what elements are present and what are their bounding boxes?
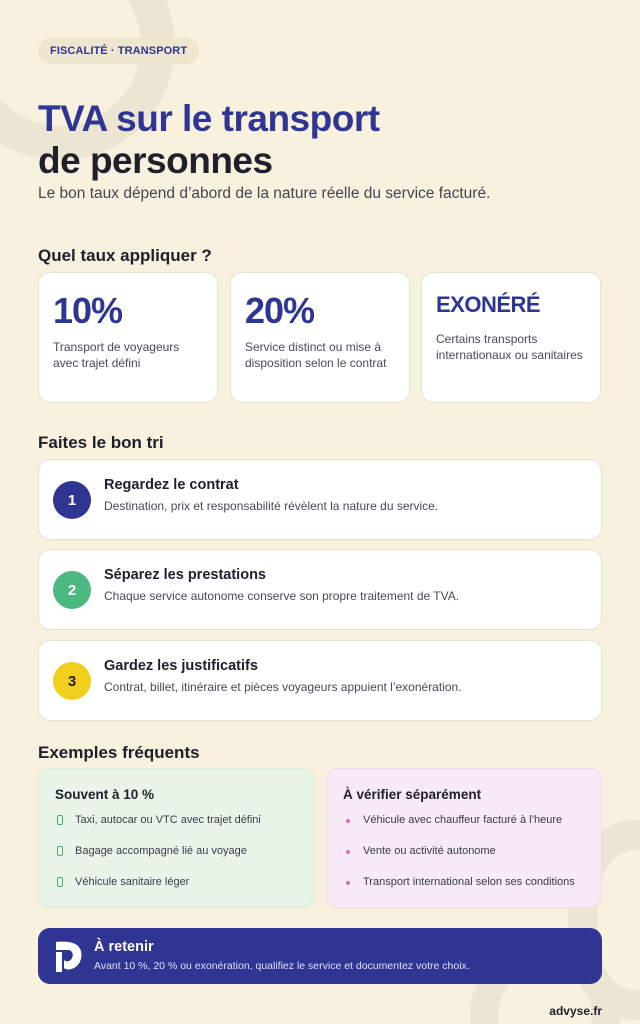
rate-value: 10% xyxy=(53,290,123,331)
examples-card-10-percent xyxy=(38,768,314,908)
title-line-1: TVA sur le transport xyxy=(38,98,380,139)
rate-value: 20% xyxy=(245,290,315,331)
list-item xyxy=(343,845,585,858)
takeaway-text: Avant 10 %, 20 % ou exonération, qualifiez le service et documentez votre choix. xyxy=(94,960,470,972)
list-item-text: Transport international selon ses conditions xyxy=(363,876,575,888)
steps-heading: Faites le bon tri xyxy=(38,433,164,452)
list-item xyxy=(343,814,585,827)
step-title: Regardez le contrat xyxy=(104,477,239,493)
advyse-logo-icon xyxy=(52,938,86,974)
examples-card-verify xyxy=(326,768,602,908)
bullet-dot-icon xyxy=(346,819,350,823)
step-number-badge: 3 xyxy=(53,662,91,700)
step-title: Gardez les justificatifs xyxy=(104,658,258,674)
list-item xyxy=(343,876,585,889)
step-description: Destination, prix et responsabilité révèlent la nature du service. xyxy=(104,499,439,513)
rate-description: Certains transports internationaux ou sanitaires xyxy=(436,332,583,362)
bullet-dot-icon xyxy=(346,881,350,885)
title-line-2: de personnes xyxy=(38,140,273,181)
list-item-text: Véhicule avec chauffeur facturé à l’heure xyxy=(363,814,563,826)
footer-site-link[interactable]: advyse.fr xyxy=(549,1004,602,1018)
step-number-badge: 2 xyxy=(53,571,91,609)
key-takeaway-banner xyxy=(38,928,602,984)
step-card-2 xyxy=(38,549,602,630)
check-icon xyxy=(57,877,63,887)
step-description: Contrat, billet, itinéraire et pièces voyageurs appuient l’exonération. xyxy=(104,680,462,694)
examples-list xyxy=(343,814,585,889)
step-card-1 xyxy=(38,459,602,540)
step-card-3 xyxy=(38,640,602,721)
list-item-text: Vente ou activité autonome xyxy=(363,845,496,857)
rates-heading: Quel taux appliquer ? xyxy=(38,246,212,265)
examples-list xyxy=(55,814,297,889)
check-icon xyxy=(57,815,63,825)
list-item xyxy=(55,876,297,889)
step-description: Chaque service autonome conserve son propre traitement de TVA. xyxy=(104,589,460,603)
step-number-badge: 1 xyxy=(53,481,91,519)
page-subtitle: Le bon taux dépend d’abord de la nature réelle du service facturé. xyxy=(38,185,491,202)
rate-description: Service distinct ou mise à disposition selon le contrat xyxy=(245,340,387,370)
examples-card-title: À vérifier séparément xyxy=(343,787,482,802)
rate-card-20 xyxy=(230,272,410,403)
list-item xyxy=(55,814,297,827)
list-item-text: Taxi, autocar ou VTC avec trajet défini xyxy=(75,814,261,826)
rate-card-10 xyxy=(38,272,218,403)
step-title: Séparez les prestations xyxy=(104,567,266,583)
list-item-text: Véhicule sanitaire léger xyxy=(75,876,190,888)
rate-card-exonere xyxy=(421,272,601,403)
rate-value: EXONÉRÉ xyxy=(436,292,541,317)
page-title xyxy=(38,98,598,182)
list-item xyxy=(55,845,297,858)
check-icon xyxy=(57,846,63,856)
category-tag: FISCALITÉ · TRANSPORT xyxy=(38,38,199,64)
takeaway-title: À retenir xyxy=(94,939,154,955)
examples-card-title: Souvent à 10 % xyxy=(55,787,155,802)
examples-heading: Exemples fréquents xyxy=(38,743,200,762)
list-item-text: Bagage accompagné lié au voyage xyxy=(75,845,247,857)
bullet-dot-icon xyxy=(346,850,350,854)
rate-description: Transport de voyageurs avec trajet défini xyxy=(53,340,180,370)
